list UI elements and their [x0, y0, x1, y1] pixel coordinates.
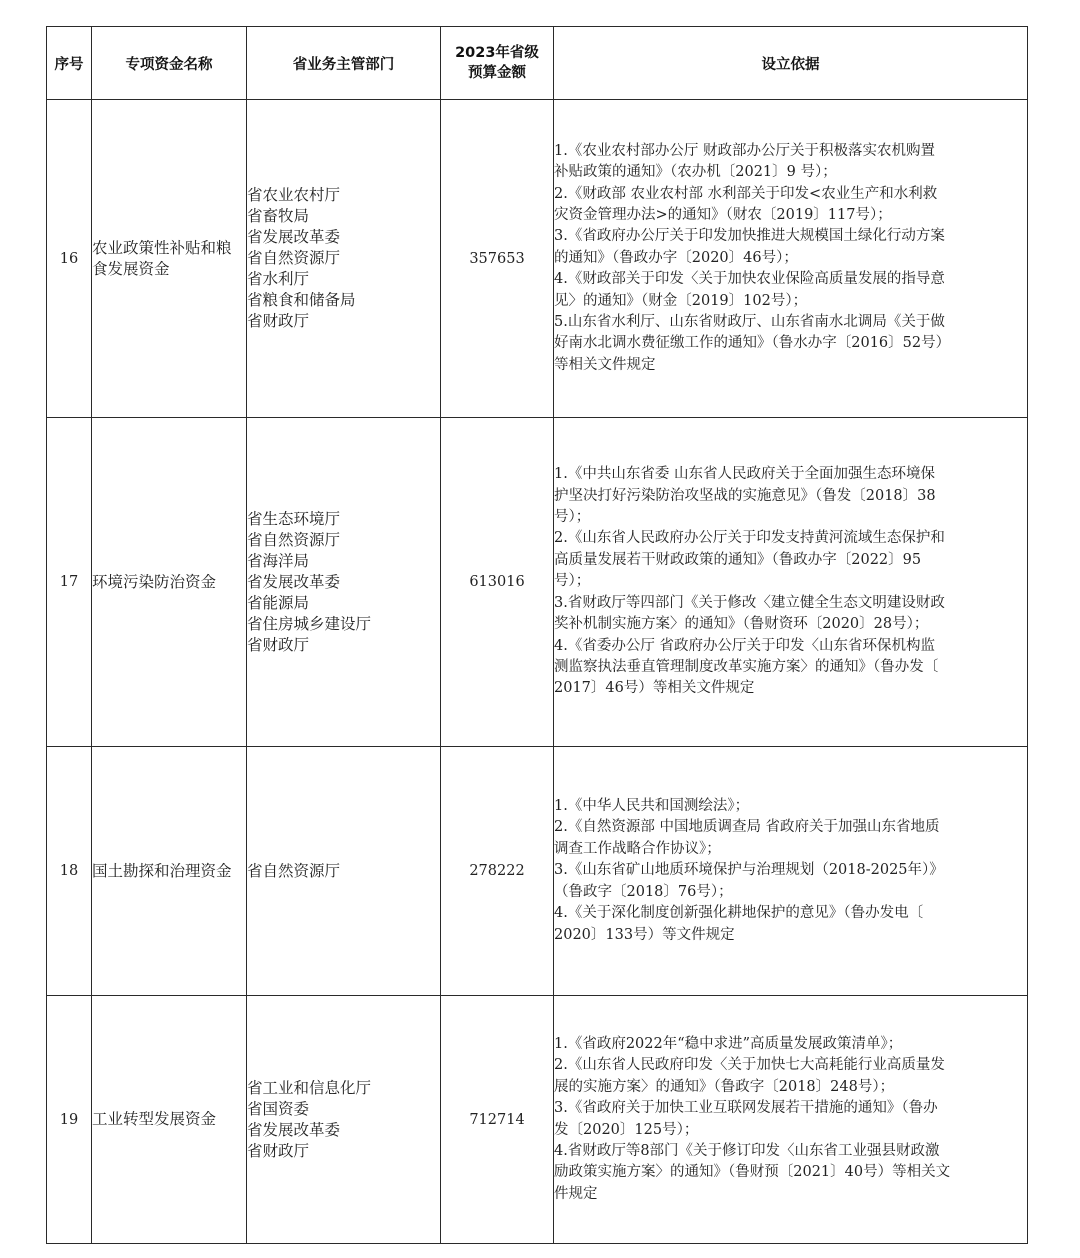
dept-cell [247, 100, 441, 418]
table-row [47, 996, 1028, 1244]
basis-line: 2.《山东省人民政府办公厅关于印发支持黄河流域生态保护和 [554, 530, 945, 547]
fund-table [46, 26, 1028, 1244]
basis-line: 发〔2020〕125号）； [554, 1121, 699, 1138]
dept-item: 省农业农村厅 [247, 186, 341, 204]
header-budget-line2: 预算金额 [468, 65, 526, 81]
dept-item: 省自然资源厅 [247, 861, 341, 880]
dept-item: 省自然资源厅 [247, 530, 341, 549]
budget-amount: 278222 [441, 747, 554, 996]
row-index: 16 [47, 100, 92, 418]
basis-line: 号）； [554, 573, 591, 590]
basis-line: 励政策实施方案〉的通知》（鲁财预〔2021〕40号）等相关文 [554, 1164, 951, 1181]
dept-item: 省发展改革委 [247, 572, 341, 591]
basis-line: 展的实施方案〉的通知》（鲁政字〔2018〕248号）； [554, 1078, 895, 1095]
basis-line: 1.《中华人民共和国测绘法》； [554, 798, 750, 815]
fund-name: 工业转型发展资金 [92, 996, 247, 1244]
dept-item: 省自然资源厅 [247, 249, 341, 267]
dept-item: 省海洋局 [247, 551, 310, 570]
basis-line: 号）； [554, 509, 591, 526]
row-index: 17 [47, 418, 92, 747]
dept-item: 省国资委 [247, 1099, 310, 1118]
dept-item: 省财政厅 [247, 1141, 310, 1160]
table-row [47, 747, 1028, 996]
basis-line: 等相关文件规定 [554, 356, 656, 373]
dept-cell [247, 747, 441, 996]
dept-item: 省财政厅 [247, 635, 310, 654]
basis-line: 1.《省政府2022年“稳中求进”高质量发展政策清单》； [554, 1035, 903, 1052]
row-index: 19 [47, 996, 92, 1244]
basis-line: 测监察执法垂直管理制度改革实施方案〉的通知》（鲁办发〔 [554, 658, 939, 675]
basis-line: 3.省财政厅等四部门《关于修改〈建立健全生态文明建设财政 [554, 594, 945, 611]
budget-amount: 357653 [441, 100, 554, 418]
basis-line: 2017〕46号）等相关文件规定 [554, 680, 755, 697]
dept-cell [247, 996, 441, 1244]
dept-item: 省工业和信息化厅 [247, 1078, 372, 1097]
dept-item: 省发展改革委 [247, 1120, 341, 1139]
dept-item: 省生态环境厅 [247, 509, 341, 528]
basis-line: 2.《自然资源部 中国地质调查局 省政府关于加强山东省地质 [554, 819, 940, 836]
basis-line: 3.《省政府办公厅关于印发加快推进大规模国土绿化行动方案 [554, 228, 945, 245]
basis-line: 补贴政策的通知》（农办机〔2021〕9 号）； [554, 164, 837, 181]
fund-name: 国土勘探和治理资金 [92, 747, 247, 996]
basis-line: 高质量发展若干财政政策的通知》（鲁政办字〔2022〕95 [554, 551, 922, 568]
basis-line: 3.《山东省矿山地质环境保护与治理规划（2018-2025年）》 [554, 862, 944, 879]
basis-line: 5.山东省水利厅、山东省财政厅、山东省南水北调局《关于做 [554, 314, 945, 331]
basis-line: 的通知》（鲁政办字〔2020〕46号）； [554, 249, 798, 266]
fund-name: 农业政策性补贴和粮食发展资金 [92, 100, 247, 418]
basis-line: 见〉的通知》（财金〔2019〕102号）； [554, 292, 808, 309]
basis-line: 1.《农业农村部办公厅 财政部办公厅关于积极落实农机购置 [554, 142, 935, 159]
header-budget-line1: 2023年省级 [455, 45, 539, 61]
basis-line: 2.《财政部 农业农村部 水利部关于印发<农业生产和水利救 [554, 185, 938, 202]
table-row [47, 100, 1028, 418]
fund-name: 环境污染防治资金 [92, 418, 247, 747]
budget-amount: 613016 [441, 418, 554, 747]
dept-item: 省畜牧局 [247, 207, 310, 225]
basis-line: 2.《山东省人民政府印发〈关于加快七大高耗能行业高质量发 [554, 1057, 945, 1074]
dept-item: 省发展改革委 [247, 228, 341, 246]
dept-item: 省粮食和储备局 [247, 291, 356, 309]
basis-line: 2020〕133号）等文件规定 [554, 926, 735, 943]
header-index: 序号 [47, 27, 92, 100]
basis-cell [554, 100, 1028, 418]
basis-line: 4.《财政部关于印发〈关于加快农业保险高质量发展的指导意 [554, 271, 945, 288]
budget-amount: 712714 [441, 996, 554, 1244]
header-budget [441, 27, 554, 100]
dept-item: 省能源局 [247, 593, 310, 612]
basis-cell [554, 418, 1028, 747]
basis-line: 件规定 [554, 1185, 598, 1202]
basis-line: （鲁政字〔2018〕76号）； [554, 883, 733, 900]
basis-line: 4.省财政厅等8部门《关于修订印发〈山东省工业强县财政激 [554, 1142, 940, 1159]
dept-cell [247, 418, 441, 747]
header-basis: 设立依据 [554, 27, 1028, 100]
header-dept: 省业务主管部门 [247, 27, 441, 100]
basis-cell [554, 996, 1028, 1244]
dept-item: 省财政厅 [247, 312, 310, 330]
basis-line: 好南水北调水费征缴工作的通知》（鲁水办字〔2016〕52号） [554, 335, 951, 352]
basis-line: 调查工作战略合作协议》； [554, 840, 721, 857]
basis-line: 1.《中共山东省委 山东省人民政府关于全面加强生态环境保 [554, 466, 935, 483]
basis-line: 4.《省委办公厅 省政府办公厅关于印发〈山东省环保机构监 [554, 637, 935, 654]
basis-line: 3.《省政府关于加快工业互联网发展若干措施的通知》（鲁办 [554, 1100, 938, 1117]
dept-item: 省水利厅 [247, 270, 310, 288]
header-row [47, 27, 1028, 100]
header-name: 专项资金名称 [92, 27, 247, 100]
basis-line: 奖补机制实施方案〉的通知》（鲁财资环〔2020〕28号）； [554, 616, 929, 633]
basis-line: 护坚决打好污染防治攻坚战的实施意见》（鲁发〔2018〕38 [554, 487, 936, 504]
basis-line: 4.《关于深化制度创新强化耕地保护的意见》（鲁办发电〔 [554, 905, 924, 922]
basis-line: 灾资金管理办法>的通知》（财农〔2019〕117号）； [554, 206, 892, 223]
row-index: 18 [47, 747, 92, 996]
table-row [47, 418, 1028, 747]
dept-item: 省住房城乡建设厅 [247, 614, 372, 633]
basis-cell [554, 747, 1028, 996]
